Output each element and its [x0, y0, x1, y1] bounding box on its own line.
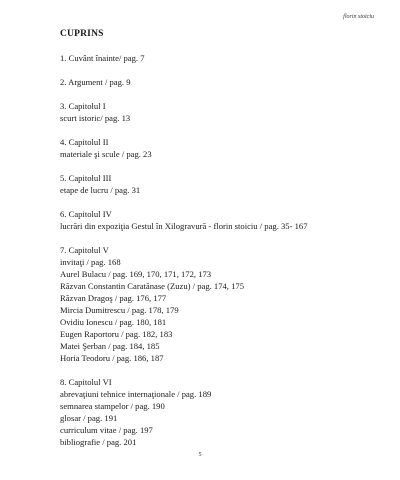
toc-entry: Matei Şerban / pag. 184, 185: [60, 341, 160, 351]
toc-entry: Răzvan Constantin Caratănase (Zuzu) / pag. 174, 175: [60, 281, 244, 291]
toc-entry: etape de lucru / pag. 31: [60, 185, 141, 195]
toc-chapter-heading: 3. Capitolul I: [60, 101, 106, 111]
toc-entry: 1. Cuvânt înainte/ pag. 7: [60, 53, 145, 63]
toc-entry: Horia Teodoru / pag. 186, 187: [60, 353, 164, 363]
toc-entry: Mircia Dumitrescu / pag. 178, 179: [60, 305, 179, 315]
toc-entry: scurt istoric/ pag. 13: [60, 113, 131, 123]
toc-section-1: [60, 52, 380, 64]
toc-entry: bibliografie / pag. 201: [60, 437, 137, 447]
toc-section-7: [60, 244, 380, 364]
running-header-author: florin stoiciu: [343, 14, 374, 20]
toc-section-3: [60, 100, 380, 124]
toc-entry: semnarea stampelor / pag. 190: [60, 401, 165, 411]
toc-entry: glosar / pag. 191: [60, 413, 118, 423]
toc-chapter-heading: 6. Capitolul IV: [60, 209, 112, 219]
toc-section-8: [60, 376, 380, 448]
toc-chapter-heading: 7. Capitolul V: [60, 245, 109, 255]
table-of-contents: [60, 28, 380, 460]
toc-entry: materiale şi scule / pag. 23: [60, 149, 152, 159]
toc-entry: Eugen Raportoru / pag. 182, 183: [60, 329, 173, 339]
toc-section-6: [60, 208, 380, 232]
toc-entry: Aurel Bulacu / pag. 169, 170, 171, 172, 173: [60, 269, 212, 279]
toc-chapter-heading: 5. Capitolul III: [60, 173, 112, 183]
toc-chapter-heading: 4. Capitolul II: [60, 137, 109, 147]
toc-entry: curriculum vitae / pag. 197: [60, 425, 153, 435]
toc-entry: Ovidiu Ionescu / pag. 180, 181: [60, 317, 167, 327]
toc-entry: lucrări din expoziţia Gestul în Xilogravură - florin stoiciu / pag. 35- 167: [60, 221, 308, 231]
toc-section-5: [60, 172, 380, 196]
toc-section-2: [60, 76, 380, 88]
toc-title: CUPRINS: [60, 29, 104, 39]
toc-entry: 2. Argument / pag. 9: [60, 77, 131, 87]
toc-entry: abrevaţiuni tehnice internaţionale / pag. 189: [60, 389, 212, 399]
toc-entry: Răzvan Dragoş / pag. 176, 177: [60, 293, 167, 303]
toc-section-4: [60, 136, 380, 160]
toc-entry: invitaţi / pag. 168: [60, 257, 121, 267]
toc-chapter-heading: 8. Capitolul VI: [60, 377, 112, 387]
page-number: 5: [198, 452, 202, 458]
